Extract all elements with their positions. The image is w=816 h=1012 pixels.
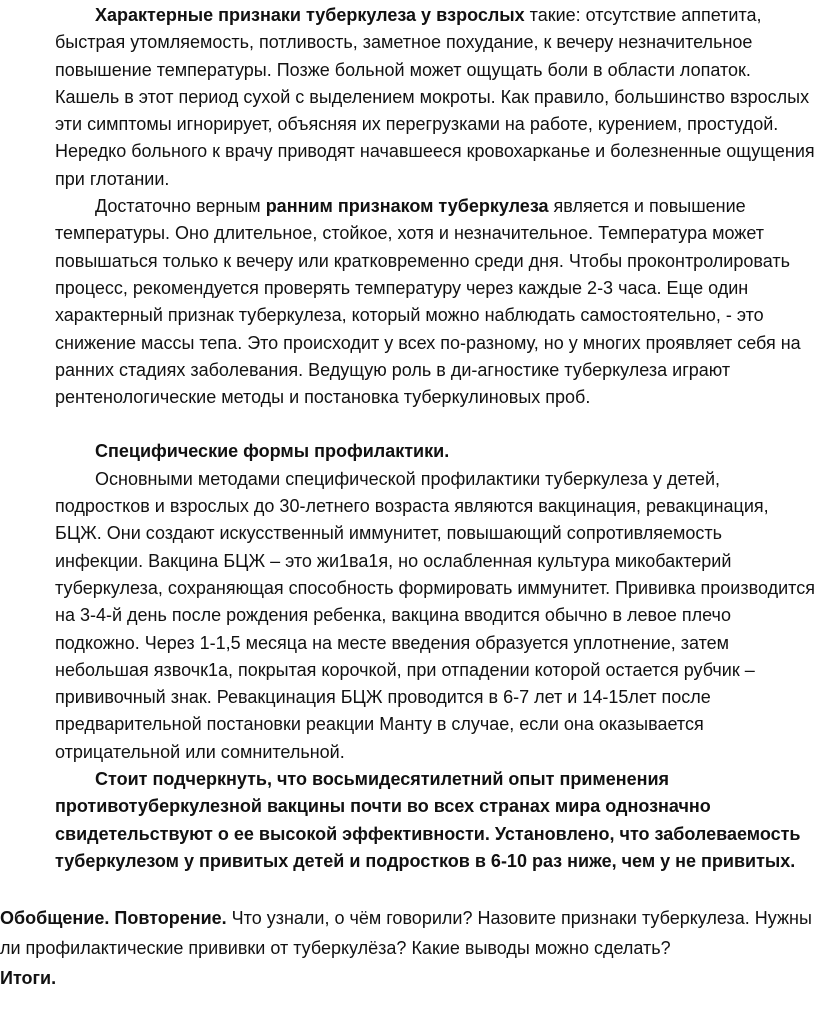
summary-questions: Что узнали, о чём говорили? Назовите признаки туберкулеза. Нужны ли профилактические прививки от туберкулёза? Какие выводы можно сделать? <box>0 908 812 958</box>
section-heading-text: Специфические формы профилактики. <box>95 441 450 462</box>
early-sign-text: является и повышение температуры. Оно длительное, стойкое, хотя и незначительное. Температура может повышаться только к вечеру или кратковременно среди дня. Чтобы проконтролировать процесс, рекомендуется проверять температуру через каждые 2-3 часа. Еще один характерный признак туберкулеза, который можно наблюдать самостоятельно, - это снижение массы тепа. Это происходит у всех по-разному, но у многих проявляет себя на ранних стадиях заболевания. Ведущую роль в ди-агностике туберкулеза играют рентенологические методы и постановка туберкулиновых проб. <box>55 196 801 408</box>
early-sign-term: ранним признаком туберкулеза <box>265 196 549 217</box>
early-sign-lead: Достаточно верным <box>95 196 266 217</box>
results-line <box>0 963 812 993</box>
paragraph-vaccine-effectiveness <box>55 766 815 875</box>
document-body <box>55 2 815 875</box>
lesson-summary <box>0 903 812 993</box>
paragraph-adult-signs <box>55 2 815 193</box>
paragraph-prevention-methods: Основными методами специфической профилактики туберкулеза у детей, подростков и взрослых до 30-летнего возраста являются вакцинация, ревакцинация, БЦЖ. Они создают искусственный иммунитет, повышающий сопротивляемость инфекции. Вакцина БЦЖ – это жи1ва1я, но ослабленная культура микобактерий туберкулеза, сохраняющая способность формировать иммунитет. Прививка производится на 3-4-й день после рождения ребенка, вакцина вводится обычно в левое плечо подкожно. Через 1-1,5 месяца на месте введения образуется уплотнение, затем небольшая язвочк1а, покрытая корочкой, при отпадении которой остается рубчик – прививочный знак. Ревакцинация БЦЖ проводится в 6-7 лет и 14-15лет после предварительной постановки реакции Манту в случае, если она оказывается отрицательной или сомнительной. <box>55 468 815 762</box>
adult-signs-term: Характерные признаки туберкулеза у взрослых <box>95 5 525 25</box>
summary-paragraph <box>0 903 812 963</box>
paragraph-spacer <box>55 411 815 438</box>
vaccine-effectiveness-text: Стоит подчеркнуть, что восьмидесятилетний опыт применения противотуберкулезной вакцины почти во всех странах мира однозначно свидетельствуют о ее высокой эффективности. Установлено, что заболеваемость туберкулезом у привитых детей и подростков в 6-10 раз ниже, чем у не привитых. <box>55 769 801 871</box>
paragraph-early-sign <box>55 193 815 411</box>
section-heading <box>55 438 815 465</box>
results-heading: Итоги. <box>0 968 57 988</box>
summary-heading: Обобщение. Повторение. <box>0 908 227 928</box>
adult-signs-text: такие: отсутствие аппетита, быстрая утомляемость, потливость, заметное похудание, к вечеру незначительное повышение температуры. Позже больной может ощущать боли в области лопаток. Кашель в этот период сухой с выделением мокроты. Как правило, большинство взрослых эти симптомы игнорирует, объясняя их перегрузками на работе, курением, простудой. Нередко больного к врачу приводят начавшееся кровохарканье и болезненные ощущения при глотании. <box>55 5 815 189</box>
